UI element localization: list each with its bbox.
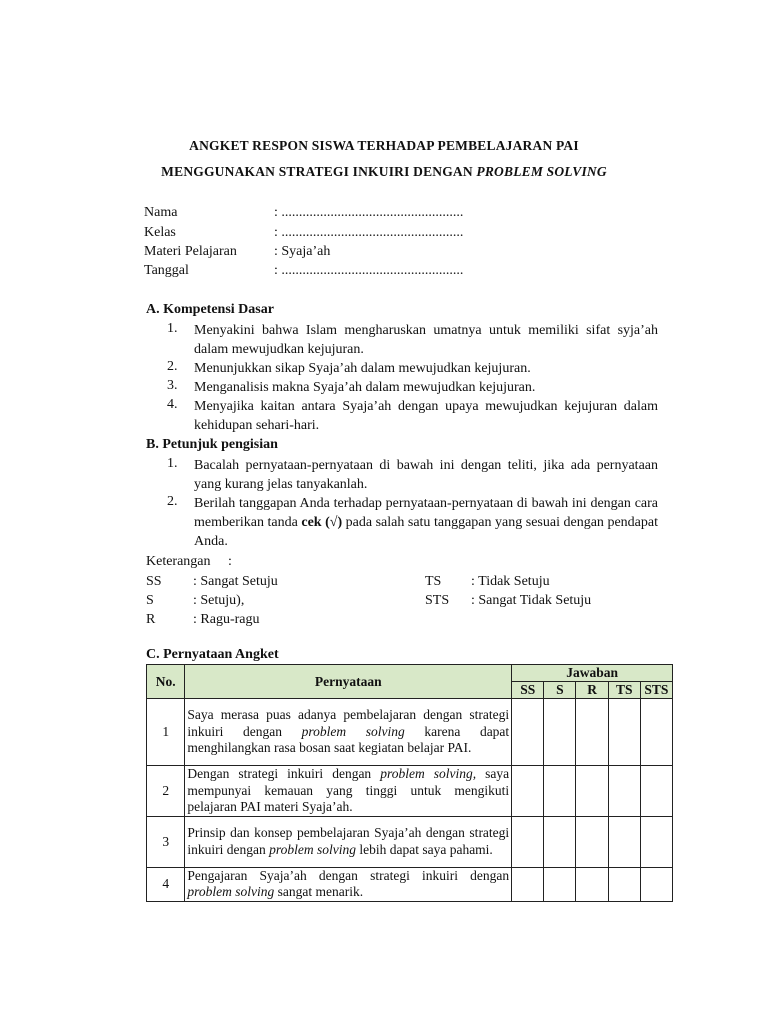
header-option-r: R xyxy=(576,682,608,699)
statement-part: Pengajaran Syaja’ah dengan strategi inkuiri dengan xyxy=(187,867,510,883)
legend-desc: : Sangat Tidak Setuju xyxy=(471,593,592,608)
statement-part: problem solving xyxy=(187,884,275,899)
answer-cell[interactable] xyxy=(544,699,576,766)
table-row xyxy=(147,699,673,766)
statement-part: saya mempunyai kemauan yang tinggi untuk mengikuti pelajaran PAI materi Syaja’ah. xyxy=(187,766,510,814)
section-a-heading: A. Kompetensi Dasar xyxy=(146,302,274,317)
identity-value-materi: : Syaja’ah xyxy=(274,244,331,259)
row-number: 4 xyxy=(147,867,185,901)
text-before: Berilah tanggapan Anda terhadap pernyataan-pernyataan di bawah ini dengan cara memberikan tanda xyxy=(194,496,658,530)
section-a-item-text: Menunjukkan sikap Syaja’ah dalam mewujudkan kejujuran. xyxy=(194,361,531,376)
statement-part: Dengan strategi inkuiri dengan xyxy=(187,766,381,781)
answer-cell[interactable] xyxy=(640,766,672,817)
table-row xyxy=(147,867,673,901)
answer-cell[interactable] xyxy=(608,867,640,901)
statement-part: Prinsip dan konsep pembelajaran Syaja’ah dengan strategi inkuiri dengan xyxy=(187,825,510,857)
answer-cell[interactable] xyxy=(640,816,672,867)
legend-desc: : Sangat Setuju xyxy=(193,574,278,589)
identity-label-tanggal: Tanggal xyxy=(144,263,189,278)
legend-code: R xyxy=(146,612,156,627)
document-title-line2 xyxy=(0,164,768,180)
row-statement xyxy=(185,766,512,817)
answer-cell[interactable] xyxy=(544,766,576,817)
section-b-item-num: 1. xyxy=(167,456,178,471)
title-prefix: MENGGUNAKAN STRATEGI INKUIRI DENGAN xyxy=(161,164,477,179)
legend-code: TS xyxy=(425,574,442,589)
answer-cell[interactable] xyxy=(640,699,672,766)
answer-cell[interactable] xyxy=(608,699,640,766)
legend-desc: : Tidak Setuju xyxy=(471,574,550,589)
identity-value-kelas: : .................................................... xyxy=(274,225,464,240)
questionnaire-table xyxy=(146,664,673,902)
header-answer: Jawaban xyxy=(512,665,673,682)
header-statement: Pernyataan xyxy=(185,665,512,699)
row-number: 2 xyxy=(147,766,185,817)
section-b-item-text xyxy=(194,494,658,551)
row-statement xyxy=(185,699,512,766)
answer-cell[interactable] xyxy=(544,816,576,867)
answer-cell[interactable] xyxy=(544,867,576,901)
section-a-item-text: Menyakini bahwa Islam mengharuskan umatnya untuk memiliki sifat syja’ah dalam mewujudkan kejujuran. xyxy=(194,323,658,357)
section-a-item-text: Menganalisis makna Syaja’ah dalam mewujudkan kejujuran. xyxy=(194,380,536,395)
statement-part: sangat menarik. xyxy=(274,884,364,899)
section-a-item-text: Menyajika kaitan antara Syaja’ah dengan upaya mewujudkan kejujuran dalam kehidupan sehari-hari. xyxy=(194,399,658,433)
header-option-s: S xyxy=(544,682,576,699)
row-statement xyxy=(185,867,512,901)
answer-cell[interactable] xyxy=(512,699,544,766)
row-number: 3 xyxy=(147,816,185,867)
identity-label-materi: Materi Pelajaran xyxy=(144,244,237,259)
row-number: 1 xyxy=(147,699,185,766)
identity-value-nama: : .................................................... xyxy=(274,205,464,220)
section-c-heading: C. Pernyataan Angket xyxy=(146,647,279,662)
answer-cell[interactable] xyxy=(608,816,640,867)
statement-part: lebih dapat saya pahami. xyxy=(355,841,493,857)
title-italic: PROBLEM SOLVING xyxy=(476,164,607,179)
section-b-item-num: 2. xyxy=(167,494,178,509)
section-a-item-num: 3. xyxy=(167,378,178,393)
keterangan-heading: Keterangan : xyxy=(146,554,232,569)
statement-part: problem solving, xyxy=(380,766,477,781)
statement-part: problem solving xyxy=(301,723,405,739)
answer-cell[interactable] xyxy=(576,867,608,901)
row-statement xyxy=(185,816,512,867)
answer-cell[interactable] xyxy=(512,766,544,817)
table-row xyxy=(147,816,673,867)
section-a-item-num: 2. xyxy=(167,359,178,374)
section-a-item-num: 4. xyxy=(167,397,178,412)
statement-part: karena dapat menghilangkan rasa bosan saat kegiatan belajar PAI. xyxy=(187,723,510,756)
answer-cell[interactable] xyxy=(512,816,544,867)
answer-cell[interactable] xyxy=(608,766,640,817)
answer-cell[interactable] xyxy=(576,699,608,766)
header-option-sts: STS xyxy=(640,682,672,699)
document-title-line1: ANGKET RESPON SISWA TERHADAP PEMBELAJARAN PAI xyxy=(189,138,579,153)
answer-cell[interactable] xyxy=(640,867,672,901)
identity-label-nama: Nama xyxy=(144,205,178,220)
answer-cell[interactable] xyxy=(512,867,544,901)
header-no: No. xyxy=(147,665,185,699)
legend-code: SS xyxy=(146,574,162,589)
identity-value-tanggal: : .................................................... xyxy=(274,263,464,278)
header-option-ts: TS xyxy=(608,682,640,699)
header-option-ss: SS xyxy=(512,682,544,699)
text-bold: cek (√) xyxy=(301,515,343,530)
legend-desc: : Ragu-ragu xyxy=(193,612,260,627)
statement-part: problem solving xyxy=(269,841,356,857)
legend-code: S xyxy=(146,593,154,608)
table-row xyxy=(147,766,673,817)
section-b-item-text: Bacalah pernyataan-pernyataan di bawah ini dengan teliti, jika ada pernyataan yang kurang jelas tanyakanlah. xyxy=(194,458,658,492)
legend-desc: : Setuju), xyxy=(193,593,245,608)
answer-cell[interactable] xyxy=(576,766,608,817)
section-b-heading: B. Petunjuk pengisian xyxy=(146,437,278,452)
section-a-item-num: 1. xyxy=(167,321,178,336)
identity-label-kelas: Kelas xyxy=(144,225,176,240)
text-after: pada salah satu tanggapan yang sesuai dengan pendapat Anda. xyxy=(194,515,658,549)
statement-part: Saya merasa puas adanya pembelajaran dengan strategi inkuiri dengan xyxy=(187,707,510,739)
answer-cell[interactable] xyxy=(576,816,608,867)
legend-code: STS xyxy=(425,593,450,608)
